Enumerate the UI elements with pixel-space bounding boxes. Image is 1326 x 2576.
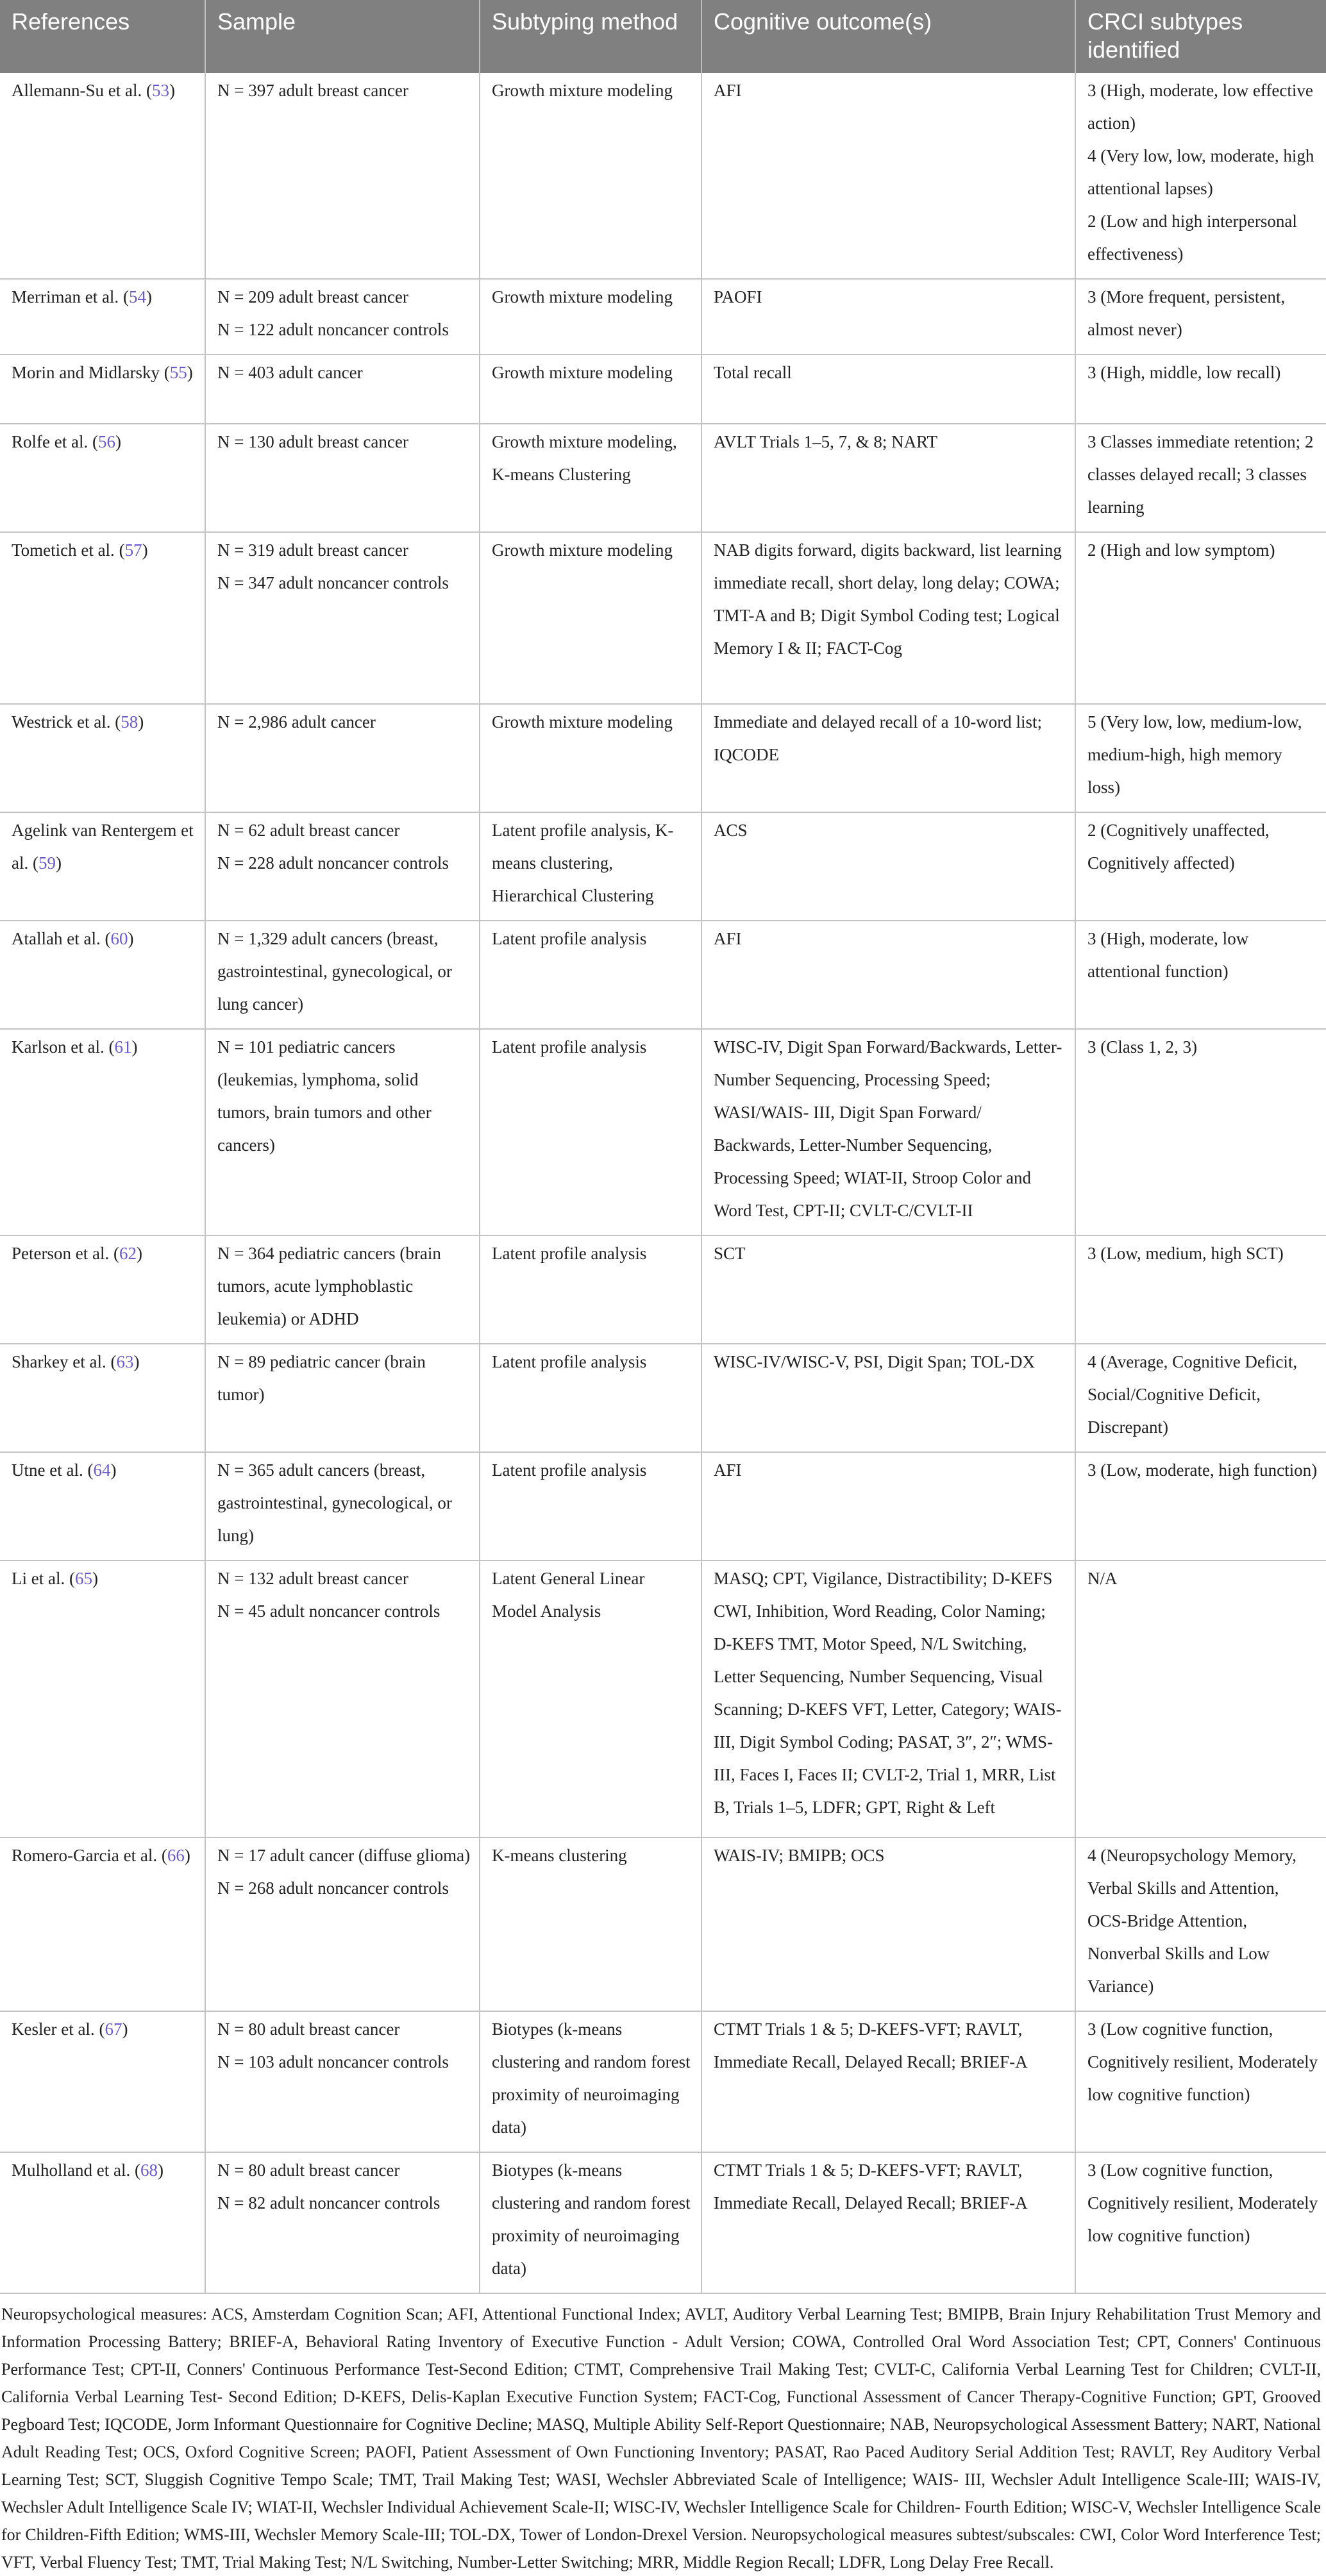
cell-reference: Atallah et al. (60) xyxy=(0,921,205,1029)
citation-link[interactable]: 61 xyxy=(114,1037,132,1057)
cell-reference: Romero-Garcia et al. (66) xyxy=(0,1837,205,2011)
cell-cognitive-outcome: WISC-IV, Digit Span Forward/Backwards, Letter-Number Sequencing, Processing Speed; WASI/WAIS- III, Digit Span Forward/ Backwards, Letter-Number Sequencing, Processing Speed; WIAT-II, Stroop Color and Word Test, CPT-II; CVLT-C/CVLT-II xyxy=(701,1029,1075,1235)
citation-link[interactable]: 57 xyxy=(124,540,142,560)
table-row xyxy=(0,2011,1326,2152)
citation-link[interactable]: 59 xyxy=(38,853,56,873)
cell-reference: Li et al. (65) xyxy=(0,1560,205,1837)
table-header-row xyxy=(0,0,1326,73)
table-row xyxy=(0,279,1326,355)
cell-cognitive-outcome: MASQ; CPT, Vigilance, Distractibility; D-KEFS CWI, Inhibition, Word Reading, Color Naming; D-KEFS TMT, Motor Speed, N/L Switching, Letter Sequencing, Number Sequencing, Visual Scanning; D-KEFS VFT, Letter, Category; WAIS-III, Digit Symbol Coding; PASAT, 3″, 2″; WMS-III, Faces I, Faces II; CVLT-2, Trial 1, MRR, List B, Trials 1–5, LDFR; GPT, Right & Left xyxy=(701,1560,1075,1837)
cell-reference: Allemann-Su et al. (53) xyxy=(0,73,205,279)
table-row xyxy=(0,73,1326,279)
table-row xyxy=(0,921,1326,1029)
cell-sample: N = 319 adult breast cancer N = 347 adult noncancer controls xyxy=(205,532,480,704)
cell-cognitive-outcome: Total recall xyxy=(701,355,1075,424)
cell-reference: Peterson et al. (62) xyxy=(0,1235,205,1344)
cell-cognitive-outcome: CTMT Trials 1 & 5; D-KEFS-VFT; RAVLT, Immediate Recall, Delayed Recall; BRIEF-A xyxy=(701,2011,1075,2152)
reference-authors: Morin and Midlarsky xyxy=(12,363,160,382)
citation-link[interactable]: 54 xyxy=(128,287,146,306)
citation-link[interactable]: 56 xyxy=(97,432,115,451)
cell-cognitive-outcome: AFI xyxy=(701,73,1075,279)
reference-authors: Utne et al. xyxy=(12,1460,83,1480)
table-row xyxy=(0,2152,1326,2293)
table-row xyxy=(0,355,1326,424)
cell-reference: Sharkey et al. (63) xyxy=(0,1344,205,1452)
cell-crci-subtypes: 3 (More frequent, persistent, almost never) xyxy=(1075,279,1326,355)
table-row xyxy=(0,1452,1326,1560)
cell-reference: Merriman et al. (54) xyxy=(0,279,205,355)
citation-link[interactable]: 63 xyxy=(116,1352,134,1371)
cell-sample: N = 209 adult breast cancer N = 122 adult noncancer controls xyxy=(205,279,480,355)
cell-subtyping-method: Latent profile analysis xyxy=(480,1029,701,1235)
citation-link[interactable]: 65 xyxy=(74,1569,92,1588)
cell-subtyping-method: K-means clustering xyxy=(480,1837,701,2011)
reference-authors: Westrick et al. xyxy=(12,712,111,732)
citation-link[interactable]: 64 xyxy=(93,1460,111,1480)
cell-reference: Mulholland et al. (68) xyxy=(0,2152,205,2293)
cell-subtyping-method: Growth mixture modeling xyxy=(480,355,701,424)
reference-authors: Tometich et al. xyxy=(12,540,115,560)
table-row xyxy=(0,1344,1326,1452)
cell-sample: N = 17 adult cancer (diffuse glioma) N = 268 adult noncancer controls xyxy=(205,1837,480,2011)
cell-subtyping-method: Growth mixture modeling xyxy=(480,704,701,812)
table-row xyxy=(0,704,1326,812)
reference-authors: Atallah et al. xyxy=(12,929,101,948)
cell-subtyping-method: Latent General Linear Model Analysis xyxy=(480,1560,701,1837)
citation-link[interactable]: 60 xyxy=(110,929,128,948)
citation-link[interactable]: 67 xyxy=(105,2020,122,2039)
cell-crci-subtypes: 3 (High, moderate, low effective action) 4 (Very low, low, moderate, high attentional lapses) 2 (Low and high interpersonal effectiveness) xyxy=(1075,73,1326,279)
cell-crci-subtypes: 5 (Very low, low, medium-low, medium-high, high memory loss) xyxy=(1075,704,1326,812)
table-footnote: Neuropsychological measures: ACS, Amsterdam Cognition Scan; AFI, Attentional Functional Index; AVLT, Auditory Verbal Learning Test; BMIPB, Brain Injury Rehabilitation Trust Memory and Information Processing Battery; BRIEF-A, Behavioral Rating Inventory of Executive Function - Adult Version; COWA, Controlled Oral Word Association Test; CPT, Conners' Continuous Performance Test; CPT-II, Conners' Continuous Performance Test-Second Edition; CTMT, Comprehensive Trail Making Test; CVLT-C, California Verbal Learning Test for Children; CVLT-II, California Verbal Learning Test- Second Edition; D-KEFS, Delis-Kaplan Executive Function System; FACT-Cog, Functional Assessment of Cancer Therapy-Cognitive Function; GPT, Grooved Pegboard Test; IQCODE, Jorm Informant Questionnaire for Cognitive Decline; MASQ, Multiple Ability Self-Report Questionnaire; NAB, Neuropsychological Assessment Battery; NART, National Adult Reading Test; OCS, Oxford Cognitive Screen; PAOFI, Patient Assessment of Own Functioning Inventory; PASAT, Rao Paced Auditory Serial Addition Test; RAVLT, Rey Auditory Verbal Learning Test; SCT, Sluggish Cognitive Tempo Scale; TMT, Trail Making Test; WASI, Wechsler Abbreviated Scale of Intelligence; WAIS- III, Wechsler Adult Intelligence Scale-III; WAIS-IV, Wechsler Adult Intelligence Scale IV; WIAT-II, Wechsler Individual Achievement Scale-II; WISC-IV, Wechsler Intelligence Scale for Children- Fourth Edition; WISC-V, Wechsler Intelligence Scale for Children-Fifth Edition; WMS-III, Wechsler Memory Scale-III; TOL-DX, Tower of London-Drexel Version. Neuropsychological measures subtest/subscales: CWI, Color Word Interference Test; VFT, Verbal Fluency Test; TMT, Trial Making Test; N/L Switching, Number-Letter Switching; MRR, Middle Region Recall; LDFR, Long Delay Free Recall. xyxy=(1,2305,1321,2572)
cell-reference: Tometich et al. (57) xyxy=(0,532,205,704)
cell-subtyping-method: Latent profile analysis xyxy=(480,1452,701,1560)
cell-subtyping-method: Growth mixture modeling xyxy=(480,532,701,704)
cell-reference: Westrick et al. (58) xyxy=(0,704,205,812)
reference-authors: Karlson et al. xyxy=(12,1037,105,1057)
cell-crci-subtypes: 2 (Cognitively unaffected, Cognitively affected) xyxy=(1075,812,1326,921)
header-crci-subtypes: CRCI subtypes identified xyxy=(1075,0,1326,73)
table-row xyxy=(0,532,1326,704)
cell-subtyping-method: Growth mixture modeling xyxy=(480,73,701,279)
cell-sample: N = 397 adult breast cancer xyxy=(205,73,480,279)
cell-cognitive-outcome: ACS xyxy=(701,812,1075,921)
header-references: References xyxy=(0,0,205,73)
cell-reference: Utne et al. (64) xyxy=(0,1452,205,1560)
cell-sample: N = 365 adult cancers (breast, gastrointestinal, gynecological, or lung) xyxy=(205,1452,480,1560)
cell-crci-subtypes: 3 (Low, medium, high SCT) xyxy=(1075,1235,1326,1344)
cell-reference: Agelink van Rentergem et al. (59) xyxy=(0,812,205,921)
cell-subtyping-method: Growth mixture modeling, K-means Clustering xyxy=(480,424,701,532)
cell-subtyping-method: Latent profile analysis xyxy=(480,921,701,1029)
reference-authors: Allemann-Su et al. xyxy=(12,81,142,100)
cell-subtyping-method: Latent profile analysis xyxy=(480,1235,701,1344)
cell-subtyping-method: Biotypes (k-means clustering and random forest proximity of neuroimaging data) xyxy=(480,2152,701,2293)
cell-cognitive-outcome: NAB digits forward, digits backward, list learning immediate recall, short delay, long delay; COWA; TMT-A and B; Digit Symbol Coding test; Logical Memory I & II; FACT-Cog xyxy=(701,532,1075,704)
table-row xyxy=(0,424,1326,532)
citation-link[interactable]: 66 xyxy=(167,1846,185,1865)
cell-subtyping-method: Latent profile analysis xyxy=(480,1344,701,1452)
cell-cognitive-outcome: AVLT Trials 1–5, 7, & 8; NART xyxy=(701,424,1075,532)
reference-authors: Rolfe et al. xyxy=(12,432,88,451)
cell-reference: Kesler et al. (67) xyxy=(0,2011,205,2152)
cell-sample: N = 62 adult breast cancer N = 228 adult noncancer controls xyxy=(205,812,480,921)
reference-authors: Li et al. xyxy=(12,1569,65,1588)
cell-sample: N = 1,329 adult cancers (breast, gastrointestinal, gynecological, or lung cancer) xyxy=(205,921,480,1029)
cell-crci-subtypes: 3 (High, moderate, low attentional function) xyxy=(1075,921,1326,1029)
cell-sample: N = 80 adult breast cancer N = 82 adult noncancer controls xyxy=(205,2152,480,2293)
cell-subtyping-method: Biotypes (k-means clustering and random forest proximity of neuroimaging data) xyxy=(480,2011,701,2152)
cell-crci-subtypes: 3 (High, middle, low recall) xyxy=(1075,355,1326,424)
cell-sample: N = 403 adult cancer xyxy=(205,355,480,424)
cell-cognitive-outcome: WISC-IV/WISC-V, PSI, Digit Span; TOL-DX xyxy=(701,1344,1075,1452)
cell-cognitive-outcome: PAOFI xyxy=(701,279,1075,355)
cell-subtyping-method: Latent profile analysis, K-means clustering, Hierarchical Clustering xyxy=(480,812,701,921)
cell-crci-subtypes: 4 (Average, Cognitive Deficit, Social/Cognitive Deficit, Discrepant) xyxy=(1075,1344,1326,1452)
citation-link[interactable]: 53 xyxy=(151,81,169,100)
cell-cognitive-outcome: AFI xyxy=(701,1452,1075,1560)
citation-link[interactable]: 62 xyxy=(119,1244,137,1263)
reference-authors: Sharkey et al. xyxy=(12,1352,106,1371)
table-row xyxy=(0,1837,1326,2011)
cell-cognitive-outcome: SCT xyxy=(701,1235,1075,1344)
table-row xyxy=(0,812,1326,921)
header-subtyping-method: Subtyping method xyxy=(480,0,701,73)
cell-sample: N = 80 adult breast cancer N = 103 adult noncancer controls xyxy=(205,2011,480,2152)
cell-sample: N = 89 pediatric cancer (brain tumor) xyxy=(205,1344,480,1452)
cell-sample: N = 130 adult breast cancer xyxy=(205,424,480,532)
reference-authors: Merriman et al. xyxy=(12,287,119,306)
reference-authors: Romero-Garcia et al. xyxy=(12,1846,158,1865)
reference-authors: Mulholland et al. xyxy=(12,2161,131,2180)
cell-crci-subtypes: 3 (Low cognitive function, Cognitively resilient, Moderately low cognitive function) xyxy=(1075,2152,1326,2293)
cell-crci-subtypes: 2 (High and low symptom) xyxy=(1075,532,1326,704)
cell-reference: Karlson et al. (61) xyxy=(0,1029,205,1235)
table-row xyxy=(0,1235,1326,1344)
cell-cognitive-outcome: WAIS-IV; BMIPB; OCS xyxy=(701,1837,1075,2011)
table-row xyxy=(0,1560,1326,1837)
cell-reference: Rolfe et al. (56) xyxy=(0,424,205,532)
citation-link[interactable]: 55 xyxy=(169,363,187,382)
cell-sample: N = 132 adult breast cancer N = 45 adult noncancer controls xyxy=(205,1560,480,1837)
cell-sample: N = 101 pediatric cancers (leukemias, lymphoma, solid tumors, brain tumors and other cancers) xyxy=(205,1029,480,1235)
cell-cognitive-outcome: AFI xyxy=(701,921,1075,1029)
citation-link[interactable]: 58 xyxy=(121,712,138,732)
cell-crci-subtypes: 4 (Neuropsychology Memory, Verbal Skills and Attention, OCS-Bridge Attention, Nonverbal Skills and Low Variance) xyxy=(1075,1837,1326,2011)
cell-sample: N = 364 pediatric cancers (brain tumors, acute lymphoblastic leukemia) or ADHD xyxy=(205,1235,480,1344)
reference-authors: Peterson et al. xyxy=(12,1244,110,1263)
cell-crci-subtypes: 3 Classes immediate retention; 2 classes delayed recall; 3 classes learning xyxy=(1075,424,1326,532)
header-cognitive-outcomes: Cognitive outcome(s) xyxy=(701,0,1075,73)
cell-crci-subtypes: 3 (Low cognitive function, Cognitively resilient, Moderately low cognitive function) xyxy=(1075,2011,1326,2152)
table-row xyxy=(0,1029,1326,1235)
reference-authors: Agelink van Rentergem et al. xyxy=(12,821,194,873)
cell-reference: Morin and Midlarsky (55) xyxy=(0,355,205,424)
cell-cognitive-outcome: CTMT Trials 1 & 5; D-KEFS-VFT; RAVLT, Immediate Recall, Delayed Recall; BRIEF-A xyxy=(701,2152,1075,2293)
citation-link[interactable]: 68 xyxy=(140,2161,158,2180)
header-sample: Sample xyxy=(205,0,480,73)
cell-subtyping-method: Growth mixture modeling xyxy=(480,279,701,355)
reference-authors: Kesler et al. xyxy=(12,2020,95,2039)
cell-sample: N = 2,986 adult cancer xyxy=(205,704,480,812)
cell-crci-subtypes: 3 (Low, moderate, high function) xyxy=(1075,1452,1326,1560)
cell-cognitive-outcome: Immediate and delayed recall of a 10-word list; IQCODE xyxy=(701,704,1075,812)
cell-crci-subtypes: N/A xyxy=(1075,1560,1326,1837)
cell-crci-subtypes: 3 (Class 1, 2, 3) xyxy=(1075,1029,1326,1235)
